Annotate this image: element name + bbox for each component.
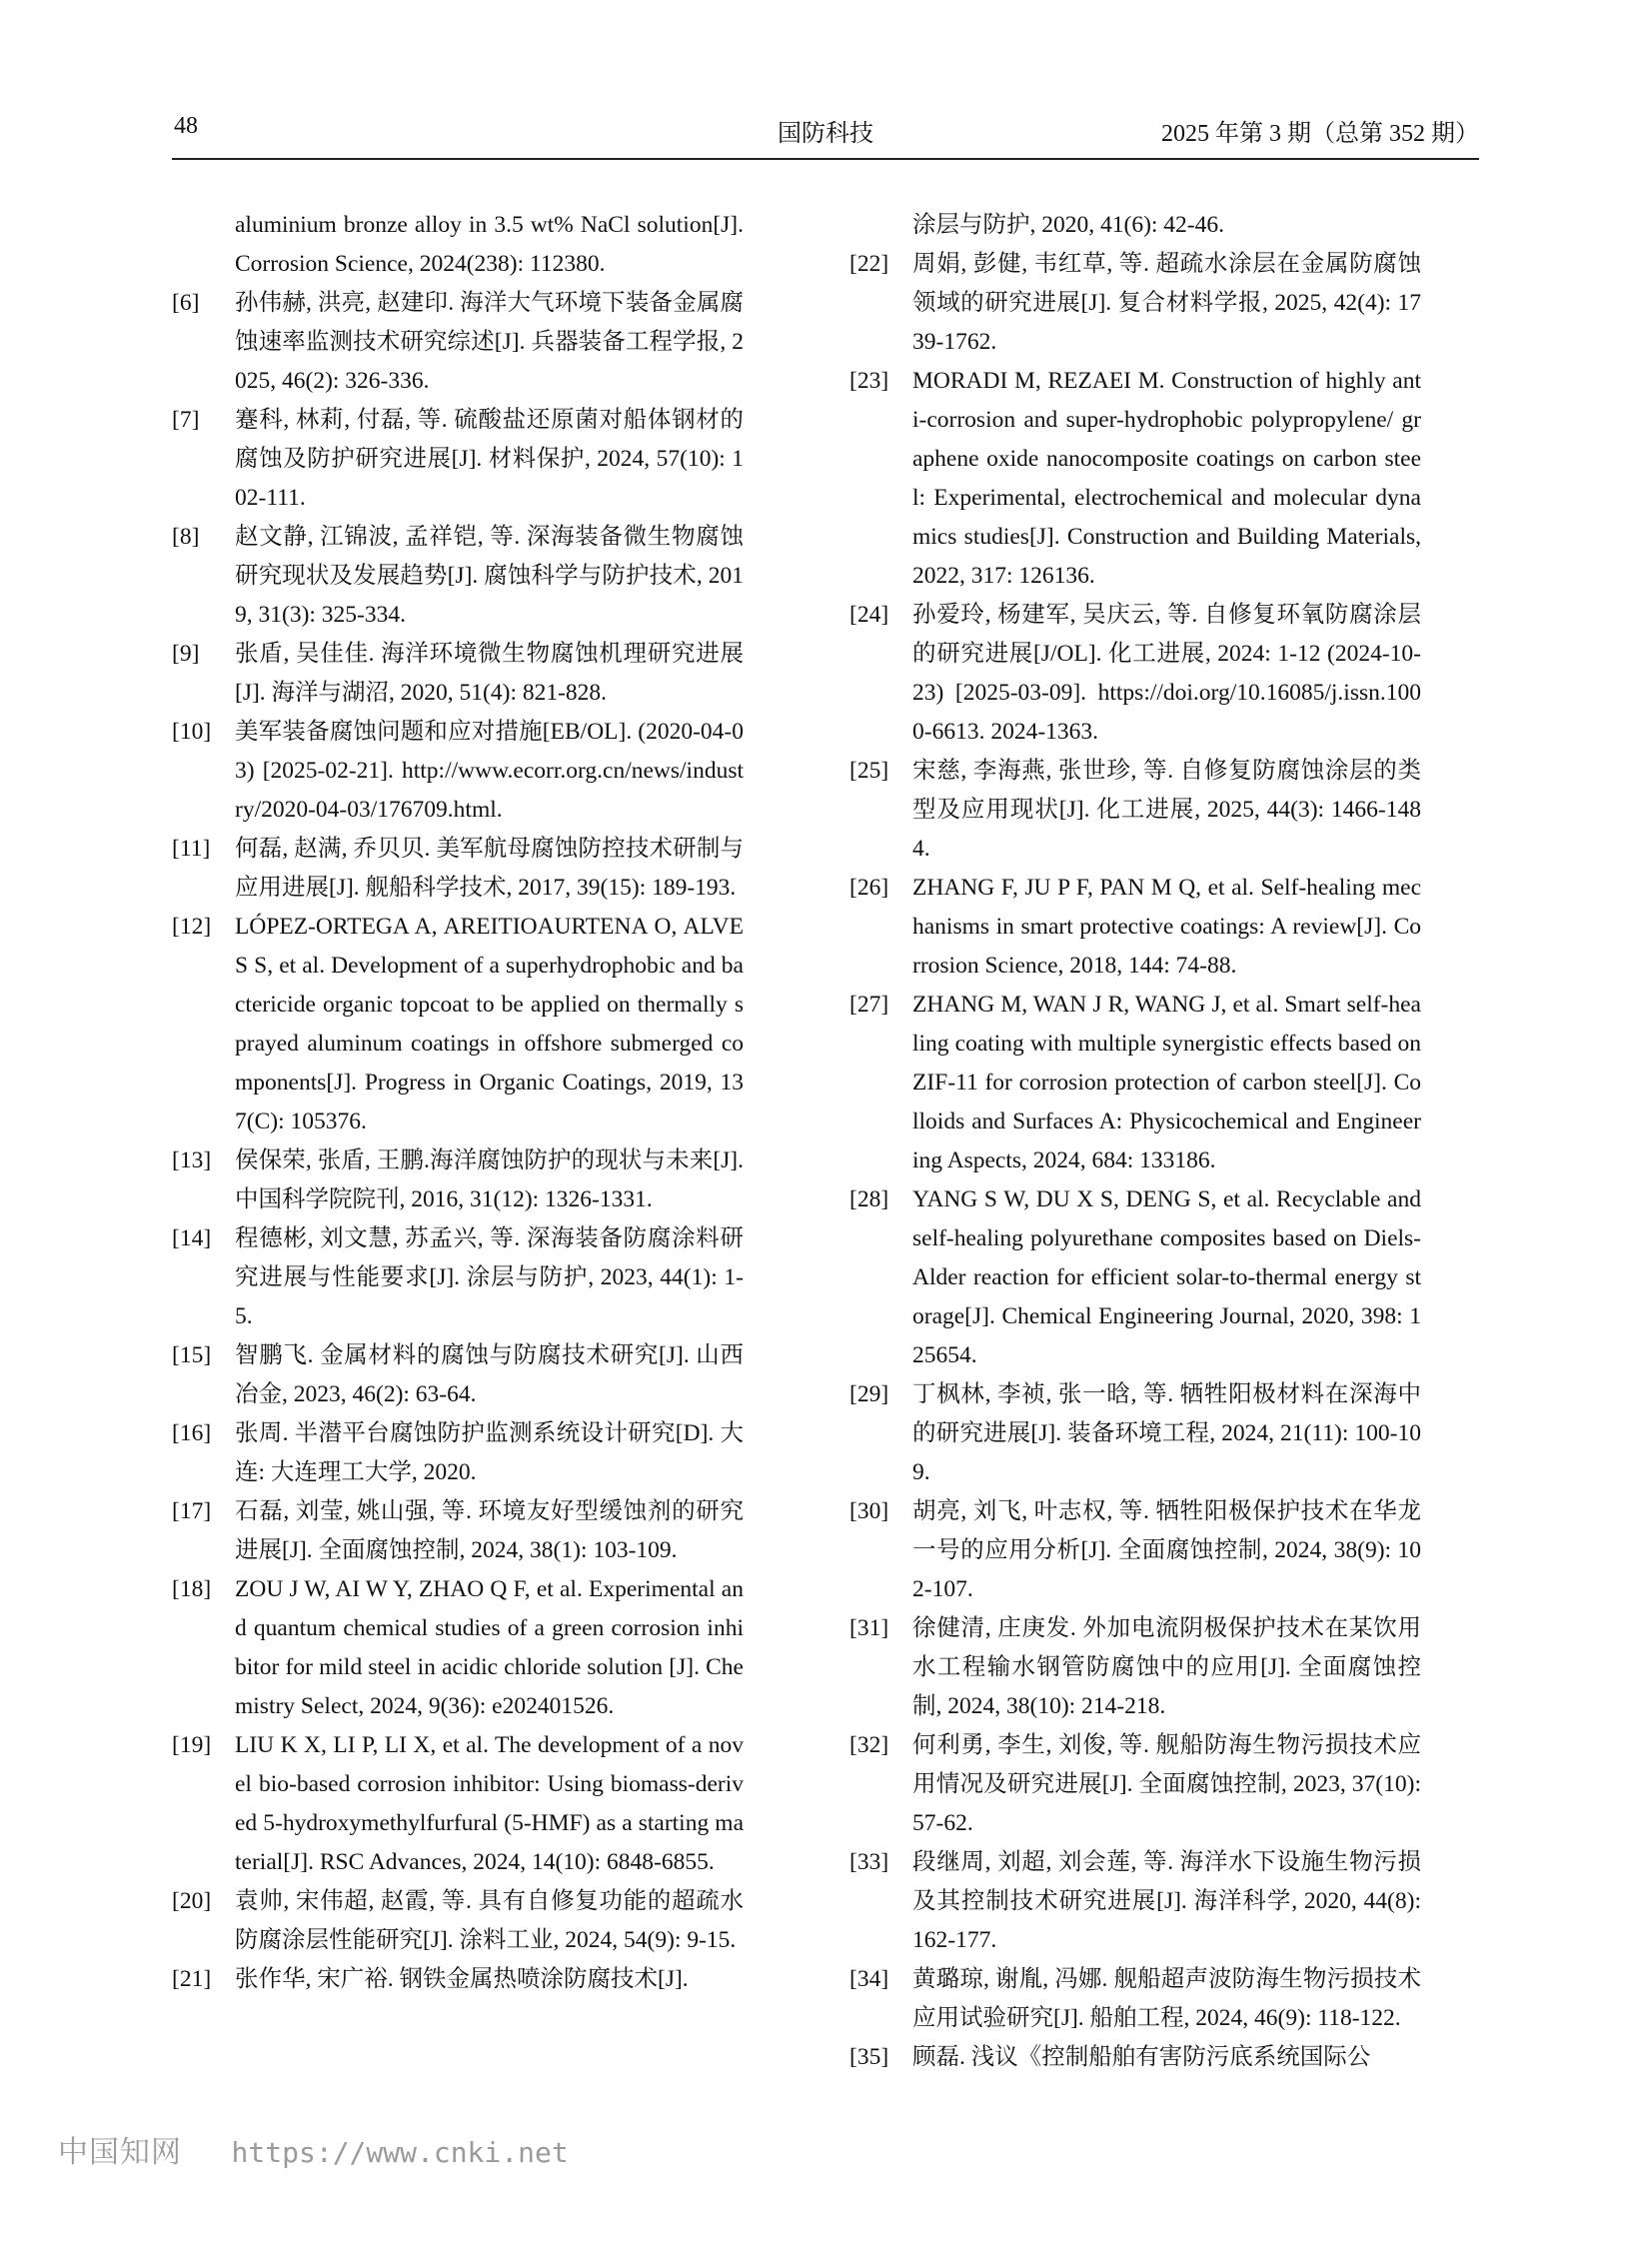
reference-item [849, 362, 1421, 596]
journal-title: 国防科技 [778, 121, 873, 147]
reference-item [172, 713, 744, 830]
reference-number: [18] [172, 1576, 212, 1602]
reference-continuation [849, 206, 1421, 245]
reference-item [849, 1180, 1421, 1375]
reference-item [172, 1726, 744, 1882]
reference-item [172, 518, 744, 635]
left-column [172, 206, 744, 1999]
reference-number: [22] [849, 251, 889, 277]
reference-list-right [849, 245, 1421, 2077]
reference-item [172, 1882, 744, 1960]
reference-text: 蹇科, 林莉, 付磊, 等. 硫酸盐还原菌对船体钢材的腐蚀及防护研究进展[J]. 材料保护, 2024, 57(10): 102-111. [235, 407, 744, 511]
reference-continuation [172, 206, 744, 284]
reference-number: [32] [849, 1732, 889, 1758]
reference-text: 赵文静, 江锦波, 孟祥铠, 等. 深海装备微生物腐蚀研究现状及发展趋势[J]. 腐蚀科学与防护技术, 2019, 31(3): 325-334. [235, 524, 744, 628]
right-column [849, 206, 1421, 2077]
reference-number: [15] [172, 1342, 212, 1368]
reference-text: 石磊, 刘莹, 姚山强, 等. 环境友好型缓蚀剂的研究进展[J]. 全面腐蚀控制, 2024, 38(1): 103-109. [235, 1498, 744, 1563]
reference-item [172, 401, 744, 518]
reference-text: 程德彬, 刘文慧, 苏孟兴, 等. 深海装备防腐涂料研究进展与性能要求[J]. 涂层与防护, 2023, 44(1): 1-5. [235, 1225, 744, 1329]
reference-item [172, 1141, 744, 1219]
reference-text: 袁帅, 宋伟超, 赵霞, 等. 具有自修复功能的超疏水防腐涂层性能研究[J]. 涂料工业, 2024, 54(9): 9-15. [235, 1888, 744, 1953]
reference-item [849, 1843, 1421, 1960]
reference-number: [8] [172, 524, 200, 550]
reference-item [849, 1609, 1421, 1726]
reference-text: ZHANG F, JU P F, PAN M Q, et al. Self-healing mechanisms in smart protective coatings: A review[J]. Corrosion Science, 2018, 144: 74-88. [912, 875, 1421, 979]
reference-number: [19] [172, 1732, 212, 1758]
reference-text: 何利勇, 李生, 刘俊, 等. 舰船防海生物污损技术应用情况及研究进展[J]. 全面腐蚀控制, 2023, 37(10): 57-62. [912, 1732, 1421, 1836]
reference-item [172, 830, 744, 908]
header-rule [172, 158, 1479, 160]
reference-item [849, 1960, 1421, 2038]
reference-item [849, 869, 1421, 986]
reference-text: 宋慈, 李海燕, 张世珍, 等. 自修复防腐蚀涂层的类型及应用现状[J]. 化工进展, 2025, 44(3): 1466-1484. [912, 758, 1421, 862]
reference-number: [30] [849, 1498, 889, 1524]
reference-number: [33] [849, 1849, 889, 1875]
reference-text: 孙爱玲, 杨建军, 吴庆云, 等. 自修复环氧防腐涂层的研究进展[J/OL]. 化工进展, 2024: 1-12 (2024-10-23) [2025-03-09]. https://doi.org/10.16085/j.issn.1000-6613. 2024-1363. [912, 602, 1421, 745]
reference-text: 黄璐琼, 谢胤, 冯娜. 舰船超声波防海生物污损技术应用试验研究[J]. 船舶工程, 2024, 46(9): 118-122. [912, 1966, 1421, 2031]
reference-number: [26] [849, 875, 889, 901]
reference-number: [28] [849, 1186, 889, 1212]
reference-number: [34] [849, 1966, 889, 1992]
reference-item [172, 908, 744, 1141]
reference-text: 美军装备腐蚀问题和应对措施[EB/OL]. (2020-04-03) [2025-02-21]. http://www.ecorr.org.cn/news/industry/2020-04-03/176709.html. [235, 719, 744, 823]
reference-number: [17] [172, 1498, 212, 1524]
reference-item [172, 1414, 744, 1492]
reference-text: 周娟, 彭健, 韦红草, 等. 超疏水涂层在金属防腐蚀领域的研究进展[J]. 复合材料学报, 2025, 42(4): 1739-1762. [912, 251, 1421, 355]
reference-number: [13] [172, 1147, 212, 1173]
page-number: 48 [174, 113, 198, 139]
reference-text: 顾磊. 浅议《控制船舶有害防污底系统国际公 [912, 2044, 1371, 2070]
reference-number: [9] [172, 641, 200, 667]
reference-text: 胡亮, 刘飞, 叶志权, 等. 牺牲阳极保护技术在华龙一号的应用分析[J]. 全面腐蚀控制, 2024, 38(9): 102-107. [912, 1498, 1421, 1602]
reference-number: [10] [172, 719, 212, 745]
reference-item [172, 1570, 744, 1726]
reference-number: [11] [172, 836, 211, 862]
reference-item [849, 986, 1421, 1180]
reference-item [172, 1960, 744, 1999]
reference-number: [25] [849, 758, 889, 784]
reference-text: ZOU J W, AI W Y, ZHAO Q F, et al. Experimental and quantum chemical studies of a green corrosion inhibitor for mild steel in acidic chloride solution [J]. Chemistry Select, 2024, 9(36): e202401526. [235, 1576, 744, 1719]
reference-number: [24] [849, 602, 889, 628]
reference-item [172, 1492, 744, 1570]
reference-text: 张作华, 宋广裕. 钢铁金属热喷涂防腐技术[J]. [235, 1966, 689, 1992]
issue-info: 2025 年第 3 期（总第 352 期） [1161, 121, 1479, 147]
reference-number: [35] [849, 2044, 889, 2070]
reference-number: [14] [172, 1225, 212, 1251]
reference-item [172, 284, 744, 401]
reference-text: 张盾, 吴佳佳. 海洋环境微生物腐蚀机理研究进展[J]. 海洋与湖沼, 2020, 51(4): 821-828. [235, 641, 744, 706]
reference-text: 何磊, 赵满, 乔贝贝. 美军航母腐蚀防控技术研制与应用进展[J]. 舰船科学技术, 2017, 39(15): 189-193. [235, 836, 744, 901]
reference-item [849, 596, 1421, 752]
reference-text: 孙伟赫, 洪亮, 赵建印. 海洋大气环境下装备金属腐蚀速率监测技术研究综述[J]. 兵器装备工程学报, 2025, 46(2): 326-336. [235, 290, 744, 394]
reference-item [849, 1726, 1421, 1843]
reference-text: 丁枫林, 李祯, 张一晗, 等. 牺牲阳极材料在深海中的研究进展[J]. 装备环境工程, 2024, 21(11): 100-109. [912, 1381, 1421, 1485]
reference-text: YANG S W, DU X S, DENG S, et al. Recyclable and self-healing polyurethane composites based on Diels-Alder reaction for efficient solar-to-thermal energy storage[J]. Chemical Engineering Journal, 2020, 398: 125654. [912, 1186, 1421, 1368]
reference-item [849, 1492, 1421, 1609]
reference-text: 张周. 半潜平台腐蚀防护监测系统设计研究[D]. 大连: 大连理工大学, 2020. [235, 1420, 744, 1485]
reference-item [172, 1336, 744, 1414]
reference-number: [29] [849, 1381, 889, 1407]
reference-text: MORADI M, REZAEI M. Construction of highly anti-corrosion and super-hydrophobic polypropylene/ graphene oxide nanocomposite coatings on carbon steel: Experimental, electrochemical and molecular dynamics studies[J]. Construction and Building Materials, 2022, 317: 126136. [912, 368, 1421, 589]
reference-list-left [172, 284, 744, 1999]
cnki-logo: 中国知网 [58, 2135, 182, 2170]
reference-text: ZHANG M, WAN J R, WANG J, et al. Smart self-healing coating with multiple synergistic effects based on ZIF-11 for corrosion protection of carbon steel[J]. Colloids and Surfaces A: Physicochemical and Engineering Aspects, 2024, 684: 133186. [912, 992, 1421, 1173]
reference-item [172, 635, 744, 713]
reference-item [849, 2038, 1421, 2077]
reference-number: [7] [172, 407, 200, 433]
reference-number: [16] [172, 1420, 212, 1446]
reference-number: [21] [172, 1966, 212, 1992]
watermark-footer [58, 2127, 569, 2171]
reference-number: [27] [849, 992, 889, 1018]
reference-number: [12] [172, 914, 212, 940]
reference-text: 徐健清, 庄庚发. 外加电流阴极保护技术在某饮用水工程输水钢管防腐蚀中的应用[J]. 全面腐蚀控制, 2024, 38(10): 214-218. [912, 1615, 1421, 1719]
reference-number: [23] [849, 368, 889, 394]
reference-text: 智鹏飞. 金属材料的腐蚀与防腐技术研究[J]. 山西冶金, 2023, 46(2): 63-64. [235, 1342, 744, 1407]
reference-text: 段继周, 刘超, 刘会莲, 等. 海洋水下设施生物污损及其控制技术研究进展[J]. 海洋科学, 2020, 44(8): 162-177. [912, 1849, 1421, 1953]
reference-item [172, 1219, 744, 1336]
reference-text: aluminium bronze alloy in 3.5 wt% NaCl solution[J]. Corrosion Science, 2024(238): 112380. [235, 212, 744, 277]
reference-text: 涂层与防护, 2020, 41(6): 42-46. [912, 212, 1225, 238]
page-header [172, 113, 1479, 153]
reference-item [849, 752, 1421, 869]
reference-number: [20] [172, 1888, 212, 1914]
reference-text: 侯保荣, 张盾, 王鹏.海洋腐蚀防护的现状与未来[J]. 中国科学院院刊, 2016, 31(12): 1326-1331. [235, 1147, 744, 1212]
reference-item [849, 245, 1421, 362]
reference-number: [6] [172, 290, 200, 316]
cnki-url[interactable]: https://www.cnki.net [231, 2136, 569, 2169]
reference-text: LIU K X, LI P, LI X, et al. The development of a novel bio-based corrosion inhibitor: Using biomass-derived 5-hydroxymethylfurfural (5-HMF) as a starting material[J]. RSC Advances, 2024, 14(10): 6848-6855. [235, 1732, 744, 1875]
reference-number: [31] [849, 1615, 889, 1641]
reference-item [849, 1375, 1421, 1492]
reference-text: LÓPEZ-ORTEGA A, AREITIOAURTENA O, ALVES S, et al. Development of a superhydrophobic and bactericide organic topcoat to be applied on thermally sprayed aluminum coatings in offshore submerged components[J]. Progress in Organic Coatings, 2019, 137(C): 105376. [235, 914, 744, 1134]
